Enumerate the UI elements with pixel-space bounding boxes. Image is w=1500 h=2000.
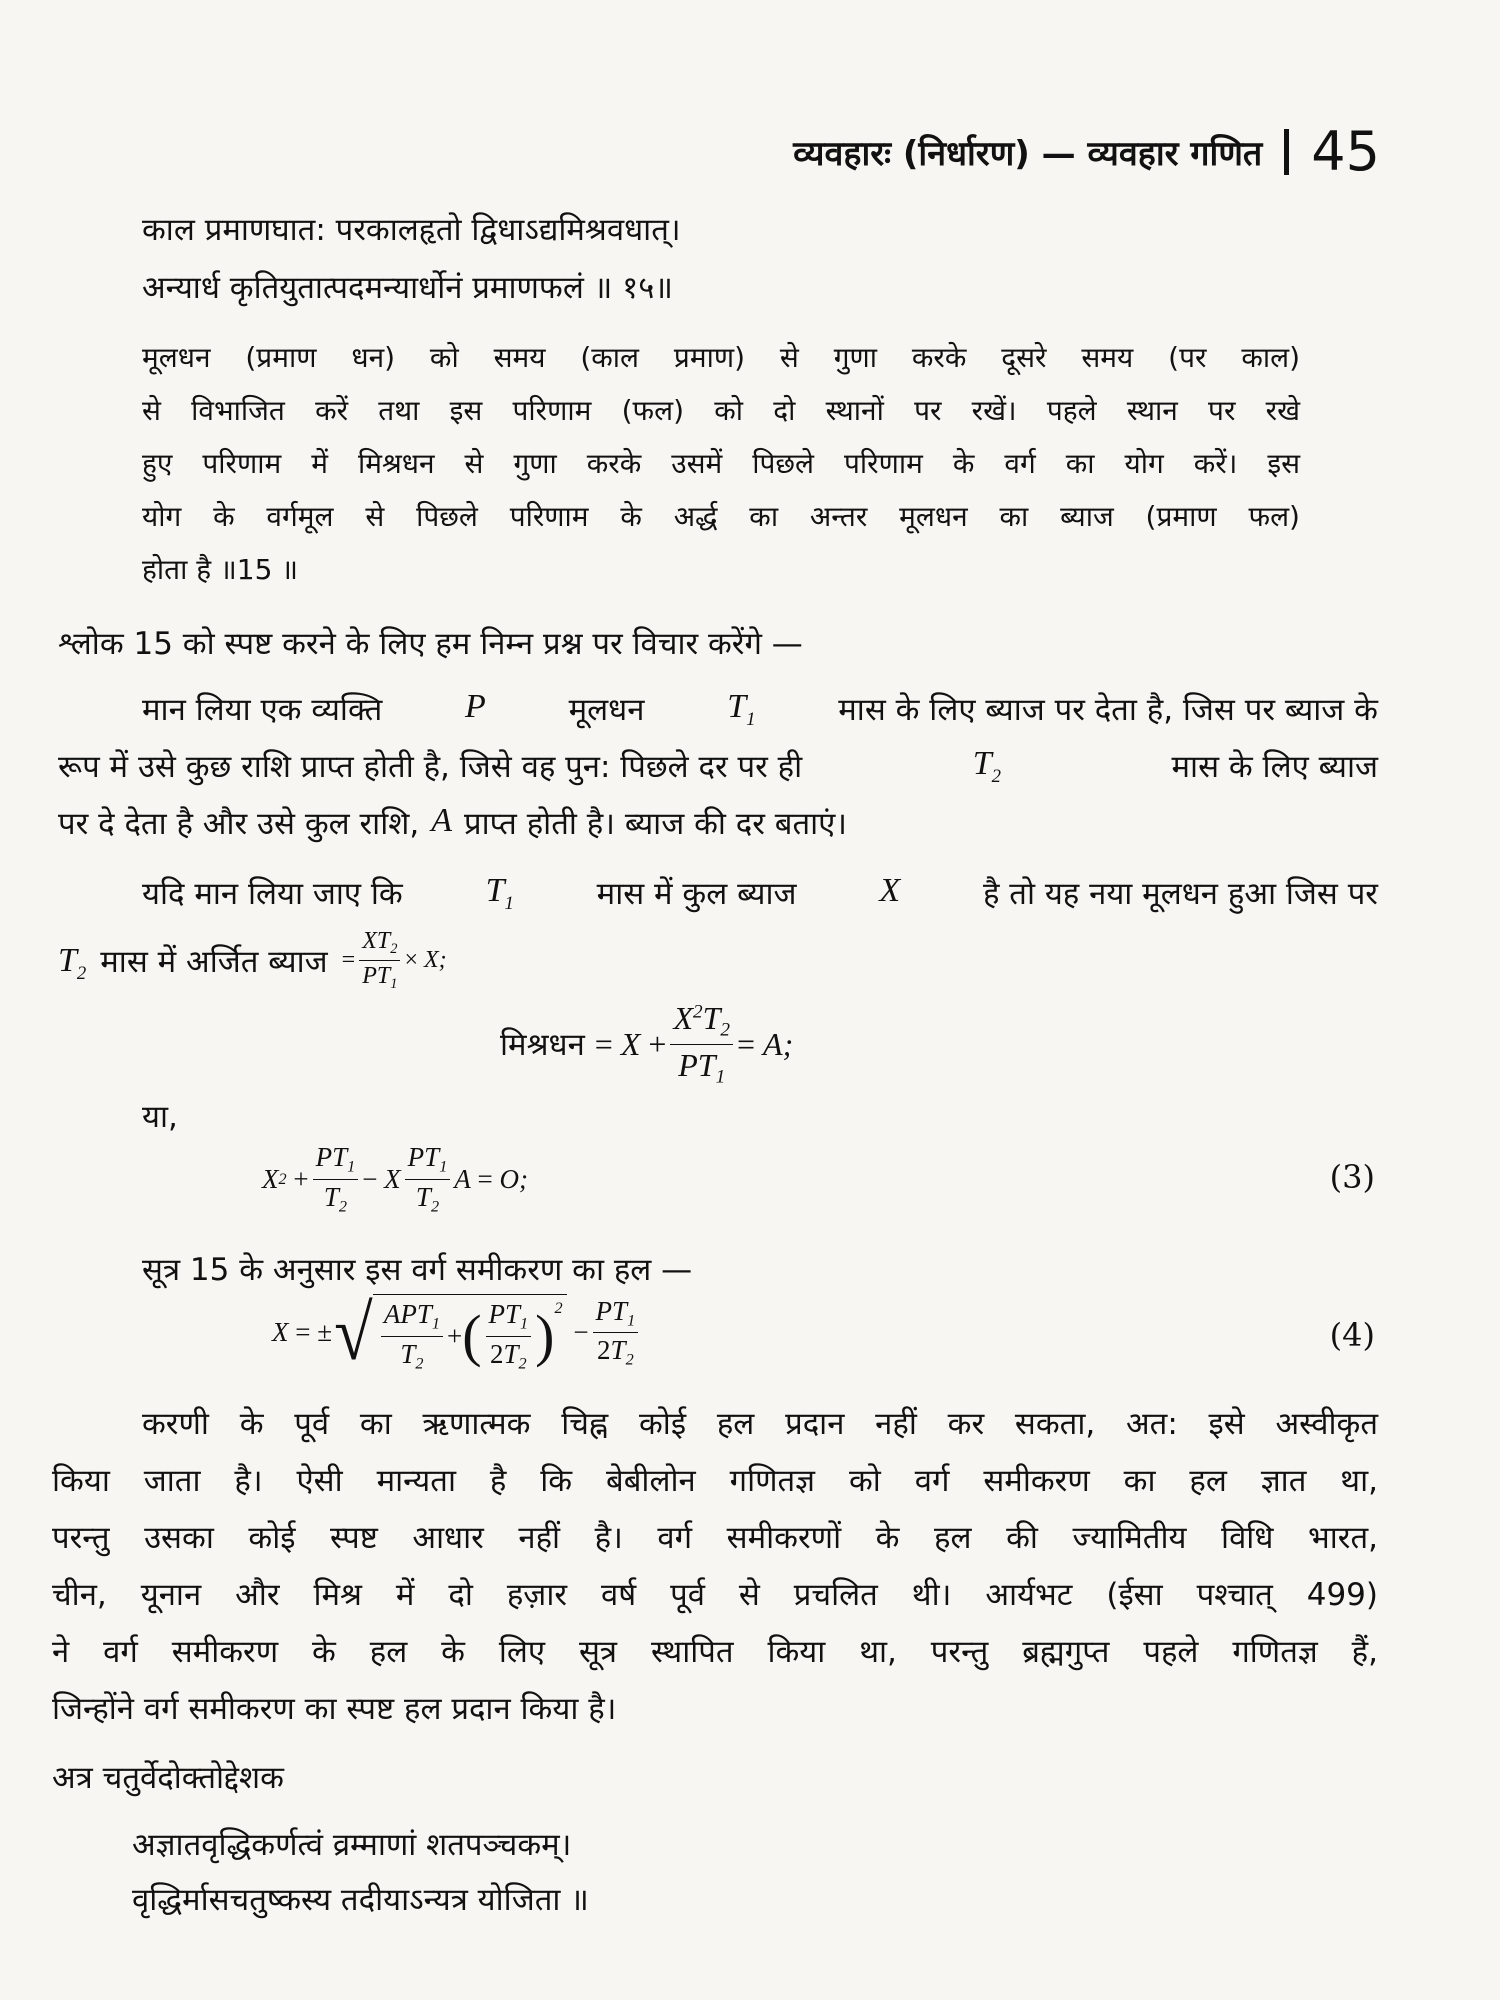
header-divider — [1284, 129, 1289, 175]
mishradhan-equation: मिश्रधन = X + $\frac{X^2T_2}{PT_1}$ = A; — [500, 1000, 794, 1088]
problem-text-1c: मास के लिए ब्याज पर देता है, जिस पर ब्याज के — [838, 692, 1378, 728]
solution-text-1a: यदि मान लिया जाए कि — [142, 876, 403, 912]
mishradhan-label: मिश्रधन — [500, 1027, 585, 1064]
equation-3-number: (3) — [1329, 1158, 1375, 1196]
equation-4: X = ± √ $\frac{APT_1}{T_2}$ + ( $\frac{PT_1}{2T_2}$ ) 2 − $\frac{PT_1}{2T_2}$ — [272, 1292, 642, 1373]
interest-expression: = $\frac{XT_2}{PT_1}$ × X; — [341, 928, 447, 993]
discussion-line-3: परन्तु उसका कोई स्पष्ट आधार नहीं है। वर्ग समीकरणों के हल की ज्यामितीय विधि भारत, — [52, 1520, 1378, 1556]
commentary-line-3: हुए परिणाम में मिश्रधन से गुणा करके उसमें पिछले परिणाम के वर्ग का योग करें। इस — [142, 447, 1300, 480]
discussion-line-5: ने वर्ग समीकरण के हल के लिए सूत्र स्थापित किया था, परन्तु ब्रह्मगुप्त पहले गणितज्ञ हैं, — [52, 1634, 1378, 1670]
equation-3: X 2 + $\frac{PT_1}{T_2}$ − X $\frac{PT_1}{T_2}$ A = O; — [262, 1142, 529, 1216]
problem-text-2a: रूप में उसे कुछ राशि प्राप्त होती है, जिसे वह पुन: पिछले दर पर ही — [58, 749, 803, 785]
var-t1-b: $T_1$ — [485, 872, 514, 915]
solution-line-2 — [58, 928, 447, 993]
var-x: X — [879, 872, 901, 909]
var-p: P — [465, 688, 486, 725]
solution-text-1c: है तो यह नया मूलधन हुआ जिस पर — [982, 876, 1378, 912]
discussion-line-4: चीन, यूनान और मिश्र में दो हज़ार वर्ष पूर्व से प्रचलित थी। आर्यभट (ईसा पश्चात् 499) — [52, 1577, 1378, 1613]
problem-line-3 — [58, 802, 847, 844]
verse-line-1: काल प्रमाणघात: परकालहृतो द्विधाऽद्यमिश्रवधात्। — [142, 212, 681, 248]
problem-text-1b: मूलधन — [568, 692, 645, 728]
sutra-line: सूत्र 15 के अनुसार इस वर्ग समीकरण का हल — — [142, 1252, 693, 1288]
discussion-line-6: जिन्होंने वर्ग समीकरण का स्पष्ट हल प्रदान किया है। — [52, 1691, 617, 1727]
problem-text-2b: मास के लिए ब्याज — [1171, 749, 1378, 785]
intro-line: श्लोक 15 को स्पष्ट करने के लिए हम निम्न प्रश्न पर विचार करेंगे — — [58, 626, 803, 662]
equation-4-number: (4) — [1329, 1316, 1375, 1354]
commentary-line-1: मूलधन (प्रमाण धन) को समय (काल प्रमाण) से गुणा करके दूसरे समय (पर काल) — [142, 341, 1300, 374]
header-title: व्यवहारः (निर्धारण) — व्यवहार गणित — [793, 133, 1263, 174]
problem-text-3b: प्राप्त होती है। ब्याज की दर बताएं। — [463, 806, 848, 842]
var-t2-b: $T_2$ — [58, 941, 87, 984]
discussion-line-1: करणी के पूर्व का ऋणात्मक चिह्न कोई हल प्रदान नहीं कर सकता, अत: इसे अस्वीकृत — [142, 1406, 1378, 1442]
problem-line-2 — [58, 745, 1378, 787]
var-t1: $T_1$ — [727, 688, 756, 731]
verse-line-2: अन्यार्ध कृतियुतात्पदमन्यार्धोनं प्रमाणफलं ॥ १५॥ — [142, 270, 673, 306]
solution-line-1 — [142, 872, 1378, 914]
discussion-line-2: किया जाता है। ऐसी मान्यता है कि बेबीलोन गणितज्ञ को वर्ग समीकरण का हल ज्ञात था, — [52, 1463, 1378, 1499]
commentary-line-5: होता है ॥15 ॥ — [142, 553, 299, 586]
var-a: A — [431, 802, 452, 839]
running-header — [793, 120, 1380, 183]
problem-text-3a: पर दे देता है और उसे कुल राशि, — [58, 806, 420, 842]
solution-text-1b: मास में कुल ब्याज — [596, 876, 797, 912]
solution-text-2a: मास में अर्जित ब्याज — [100, 943, 328, 980]
var-t2: $T_2$ — [972, 745, 1001, 788]
commentary-line-2: से विभाजित करें तथा इस परिणाम (फल) को दो स्थानों पर रखें। पहले स्थान पर रखे — [142, 394, 1300, 427]
problem-line-1 — [142, 688, 1378, 730]
square-root: √ $\frac{APT_1}{T_2}$ + ( $\frac{PT_1}{2T_2}$ ) 2 — [332, 1292, 567, 1373]
ya-label: या, — [142, 1099, 178, 1135]
page-number: 45 — [1311, 120, 1380, 183]
problem-text-1a: मान लिया एक व्यक्ति — [142, 692, 383, 728]
closing-verse-line-2: वृद्धिर्मासचतुष्कस्य तदीयाऽन्यत्र योजिता ॥ — [132, 1882, 589, 1918]
closing-heading: अत्र चतुर्वेदोक्तोद्देशक — [52, 1760, 284, 1796]
commentary-line-4: योग के वर्गमूल से पिछले परिणाम के अर्द्ध का अन्तर मूलधन का ब्याज (प्रमाण फल) — [142, 500, 1300, 533]
closing-verse-line-1: अज्ञातवृद्धिकर्णत्वं व्रम्माणां शतपञ्चकम्। — [132, 1827, 572, 1863]
